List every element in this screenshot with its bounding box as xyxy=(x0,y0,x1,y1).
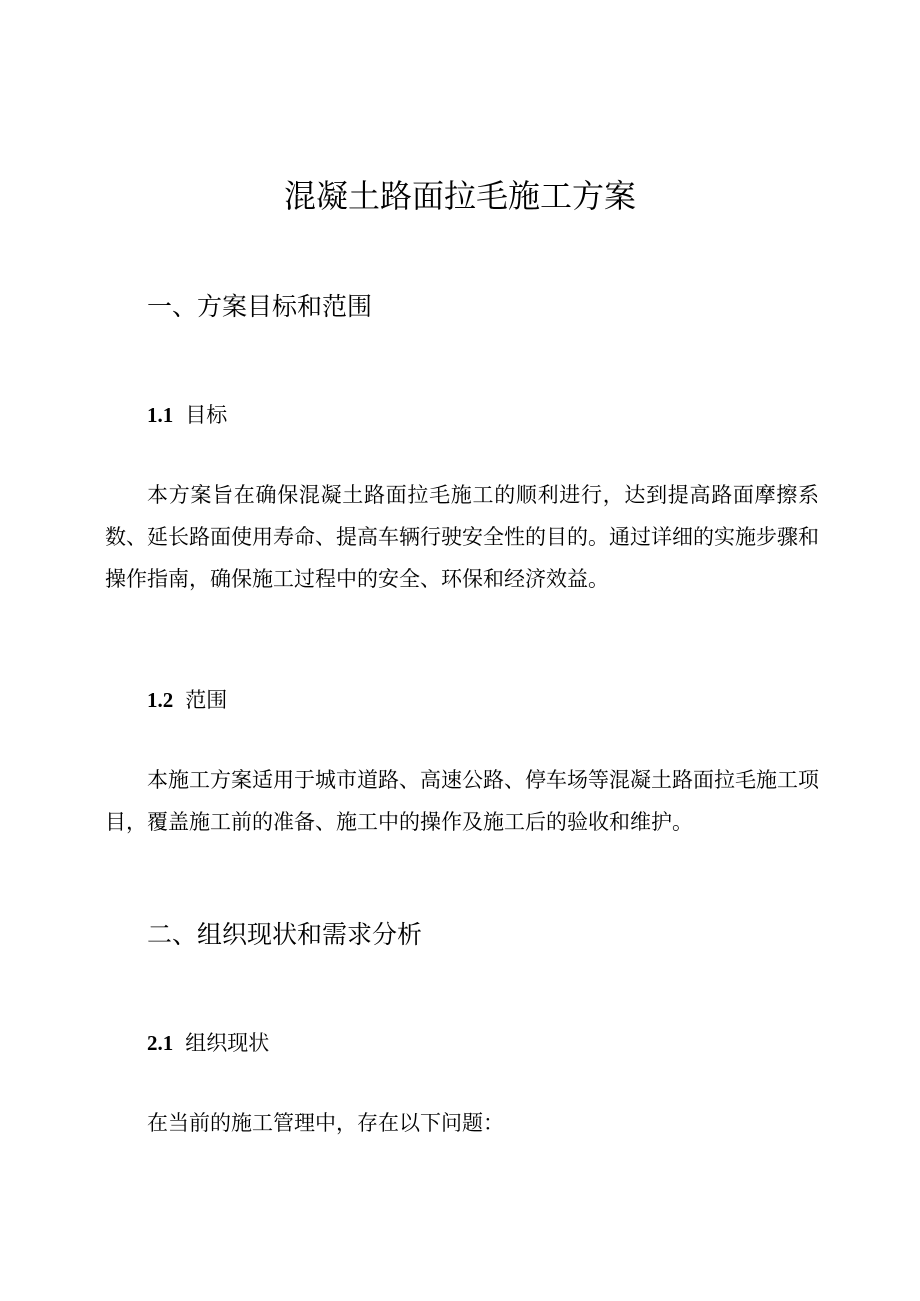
subsection-title: 目标 xyxy=(185,403,228,427)
subsection-number: 1.1 xyxy=(147,403,174,427)
subsection-title: 范围 xyxy=(185,688,228,712)
subsection-number: 1.2 xyxy=(147,688,174,712)
subsection-heading-2-1 xyxy=(147,1028,269,1058)
paragraph-current-status: 在当前的施工管理中，存在以下问题： xyxy=(147,1111,504,1135)
subsection-number: 2.1 xyxy=(147,1031,174,1055)
subsection-heading-1-1 xyxy=(147,400,227,430)
subsection-title: 组织现状 xyxy=(185,1031,270,1055)
paragraph-goal: 本方案旨在确保混凝土路面拉毛施工的顺利进行，达到提高路面摩擦系数、延长路面使用寿命、提高车辆行驶安全性的目的。通过详细的实施步骤和操作指南，确保施工过程中的安全、环保和经济效益。 xyxy=(105,483,819,591)
section-heading-1: 一、方案目标和范围 xyxy=(147,292,373,321)
paragraph-scope: 本施工方案适用于城市道路、高速公路、停车场等混凝土路面拉毛施工项目，覆盖施工前的准备、施工中的操作及施工后的验收和维护。 xyxy=(105,768,819,834)
document-title: 混凝土路面拉毛施工方案 xyxy=(283,177,636,215)
section-heading-2: 二、组织现状和需求分析 xyxy=(147,920,423,949)
subsection-heading-1-2 xyxy=(147,685,227,715)
